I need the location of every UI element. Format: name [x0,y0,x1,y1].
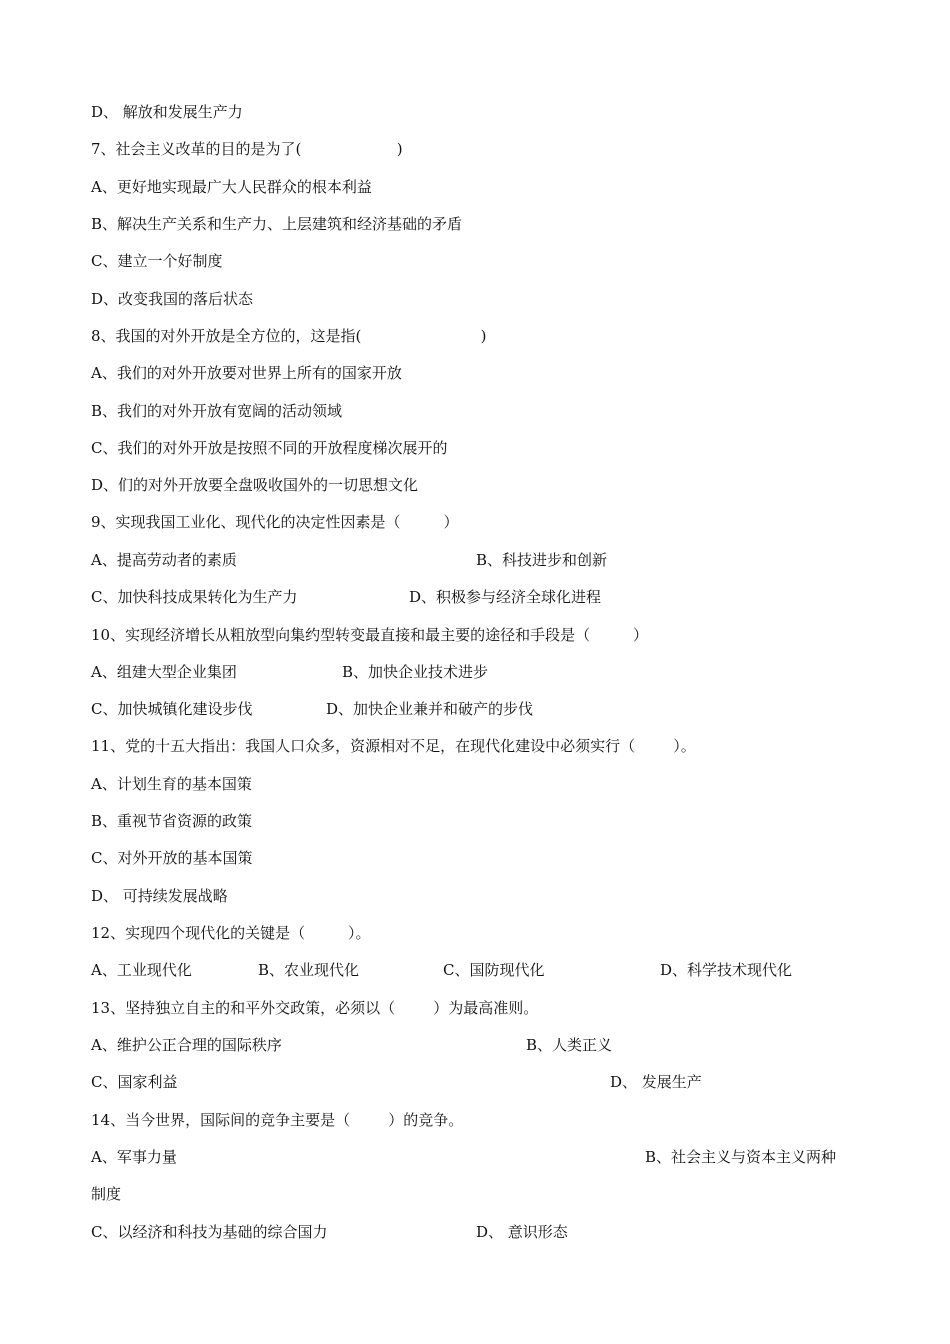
option-12a: A、工业现代化 [91,961,192,979]
option-8a: A、我们的对外开放要对世界上所有的国家开放 [91,364,402,382]
question-7: 7、社会主义改革的目的是为了( ) [91,140,403,158]
option-9d: D、积极参与经济全球化进程 [409,588,602,606]
option-10c: C、加快城镇化建设步伐 [91,700,253,718]
option-7c: C、建立一个好制度 [91,252,223,270]
option-9c: C、加快科技成果转化为生产力 [91,588,298,606]
question-12: 12、实现四个现代化的关键是（ ）。 [91,924,371,942]
option-9a: A、提高劳动者的素质 [91,551,237,569]
option-11a: A、计划生育的基本国策 [91,775,252,793]
option-8d: D、们的对外开放要全盘吸收国外的一切思想文化 [91,476,419,494]
option-12b: B、农业现代化 [258,961,360,979]
question-11: 11、党的十五大指出：我国人口众多，资源相对不足，在现代化建设中必须实行（ ）。 [91,737,696,755]
question-14: 14、当今世界，国际间的竞争主要是（ ）的竞争。 [91,1111,464,1129]
option-11d: D、 可持续发展战略 [91,887,228,905]
option-14d: D、 意识形态 [476,1223,568,1241]
option-11c: C、对外开放的基本国策 [91,849,253,867]
option-14b-continued: 制度 [91,1185,122,1203]
option-13d: D、 发展生产 [610,1073,702,1091]
option-10a: A、组建大型企业集团 [91,663,237,681]
option-10d: D、加快企业兼并和破产的步伐 [326,700,534,718]
option-7d: D、改变我国的落后状态 [91,290,254,308]
question-9: 9、实现我国工业化、现代化的决定性因素是（ ） [91,513,459,531]
option-6d: D、 解放和发展生产力 [91,103,243,121]
option-11b: B、重视节省资源的政策 [91,812,253,830]
option-13b: B、人类正义 [526,1036,613,1054]
option-8c: C、我们的对外开放是按照不同的开放程度梯次展开的 [91,439,448,457]
option-13c: C、国家利益 [91,1073,178,1091]
question-8: 8、我国的对外开放是全方位的，这是指( ) [91,327,487,345]
option-7a: A、更好地实现最广大人民群众的根本利益 [91,178,372,196]
option-14b: B、社会主义与资本主义两种 [645,1148,837,1166]
option-10b: B、加快企业技术进步 [342,663,489,681]
option-14a: A、军事力量 [91,1148,177,1166]
question-13: 13、坚持独立自主的和平外交政策，必须以（ ）为最高准则。 [91,999,539,1017]
option-13a: A、维护公正合理的国际秩序 [91,1036,282,1054]
option-9b: B、科技进步和创新 [476,551,608,569]
question-10: 10、实现经济增长从粗放型向集约型转变最直接和最主要的途径和手段是（ ） [91,626,649,644]
option-8b: B、我们的对外开放有宽阔的活动领域 [91,402,343,420]
option-12c: C、国防现代化 [443,961,545,979]
option-12d: D、科学技术现代化 [660,961,793,979]
option-7b: B、解决生产关系和生产力、上层建筑和经济基础的矛盾 [91,215,463,233]
option-14c: C、以经济和科技为基础的综合国力 [91,1223,328,1241]
